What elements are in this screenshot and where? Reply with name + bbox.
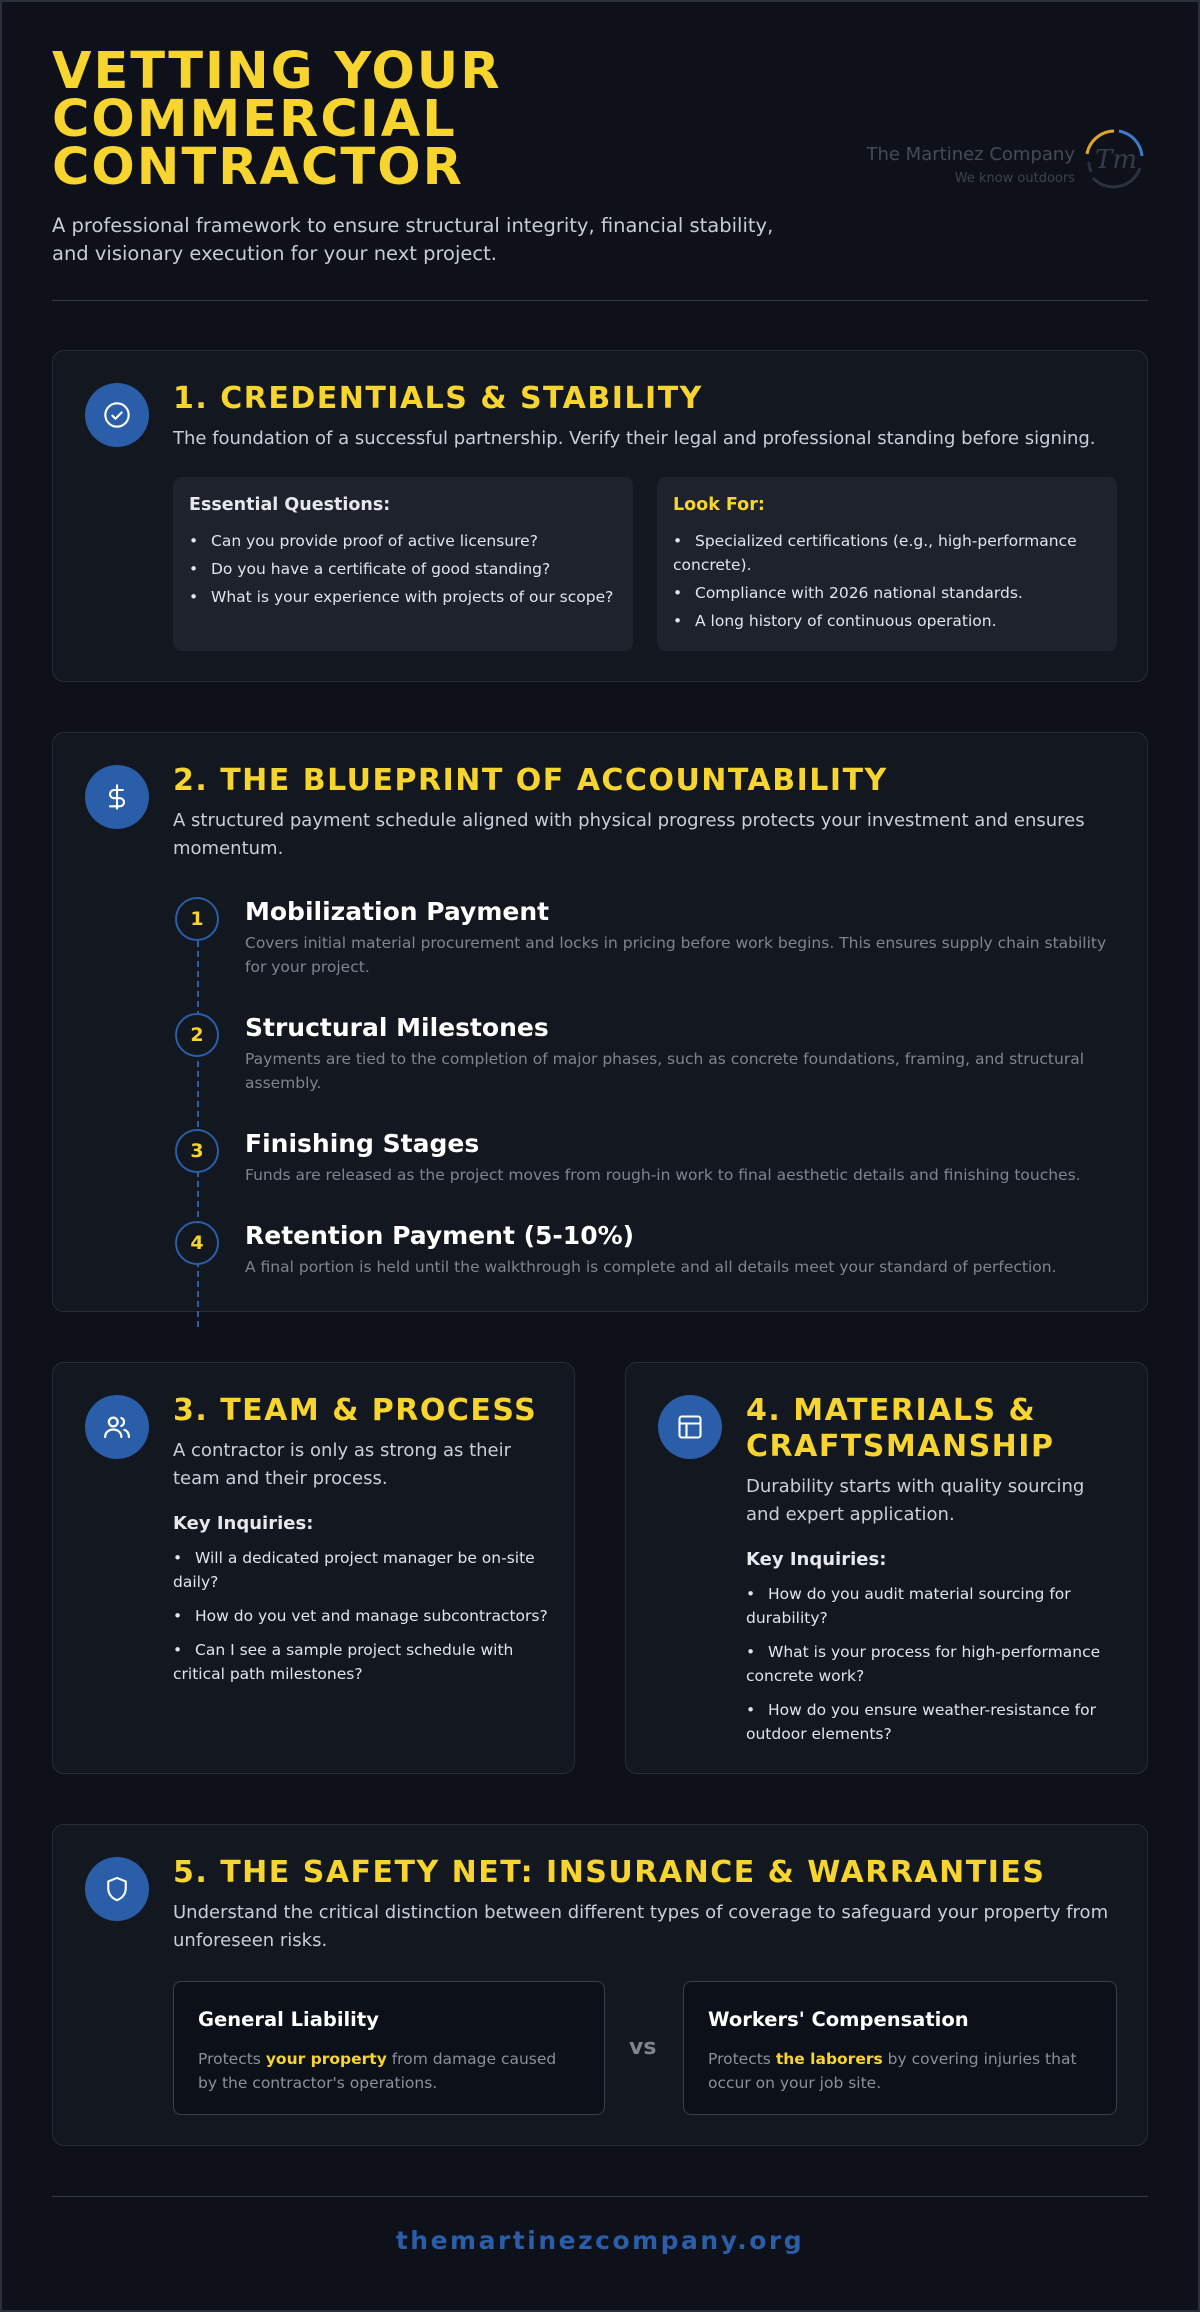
credentials-description: The foundation of a successful partnership. Verify their legal and professional standing before signing. <box>173 428 1096 449</box>
step-title: Finishing Stages <box>245 1129 480 1158</box>
blueprint-description: A structured payment schedule aligned with physical progress protects your investment and ensures momentum. <box>173 810 1085 859</box>
team-inquiries-list <box>173 1546 548 1686</box>
look-for-item: • Compliance with 2026 national standards. <box>673 581 1101 605</box>
inquiry-item: • How do you vet and manage subcontractors? <box>173 1604 548 1628</box>
step-title: Structural Milestones <box>245 1013 549 1042</box>
inquiry-item: • Can I see a sample project schedule with critical path milestones? <box>173 1638 548 1686</box>
footer-divider <box>52 2196 1148 2197</box>
users-icon <box>85 1395 149 1459</box>
footer-url[interactable]: themartinezcompany.org <box>395 2226 805 2255</box>
materials-inquiries-list <box>746 1582 1121 1746</box>
blueprint-card <box>52 732 1148 1312</box>
look-for-list <box>673 529 1101 633</box>
inquiry-item: • What is your process for high-performance concrete work? <box>746 1640 1121 1688</box>
credentials-title: 1. CREDENTIALS & STABILITY <box>173 381 703 416</box>
workers-comp-title: Workers' Compensation <box>708 2008 969 2031</box>
team-title: 3. TEAM & PROCESS <box>173 1393 538 1428</box>
step-description: Funds are released as the project moves from rough-in work to final aesthetic details and finishing touches. <box>245 1166 1081 1184</box>
team-inquiries <box>173 1513 548 1696</box>
layout-icon <box>658 1395 722 1459</box>
page-title: VETTING YOUR COMMERCIAL CONTRACTOR <box>52 42 502 197</box>
team-inquiries-title: Key Inquiries: <box>173 1513 314 1534</box>
step-description: Payments are tied to the completion of major phases, such as concrete foundations, framing, and structural assembly. <box>245 1050 1085 1092</box>
look-for-item: • Specialized certifications (e.g., high-performance concrete). <box>673 529 1101 577</box>
general-liability-text: Protects your property from damage caused by the contractor's operations. <box>198 2050 557 2092</box>
step-number: 2 <box>175 1013 219 1057</box>
workers-comp-box <box>683 1981 1117 2115</box>
team-description: A contractor is only as strong as their team and their process. <box>173 1440 512 1489</box>
materials-inquiries-title: Key Inquiries: <box>746 1549 887 1570</box>
look-for-title: Look For: <box>673 495 765 515</box>
logo-monogram-icon <box>1083 128 1145 190</box>
step-number: 4 <box>175 1221 219 1265</box>
step-description: Covers initial material procurement and locks in pricing before work begins. This ensures supply chain stability for your project. <box>245 934 1107 976</box>
company-logo <box>860 128 1145 198</box>
blueprint-title: 2. THE BLUEPRINT OF ACCOUNTABILITY <box>173 763 888 798</box>
essential-questions-title: Essential Questions: <box>189 495 391 515</box>
look-for-item: • A long history of continuous operation. <box>673 609 1101 633</box>
logo-monogram-text: Tm <box>1095 145 1137 175</box>
check-circle-icon <box>85 383 149 447</box>
question-item: • Can you provide proof of active licensure? <box>189 529 617 553</box>
step-number: 3 <box>175 1129 219 1173</box>
question-item: • What is your experience with projects of our scope? <box>189 585 617 609</box>
general-liability-title: General Liability <box>198 2008 379 2031</box>
vs-label: vs <box>629 2035 657 2060</box>
dollar-icon <box>85 765 149 829</box>
step-number: 1 <box>175 897 219 941</box>
inquiry-item: • How do you ensure weather-resistance for outdoor elements? <box>746 1698 1121 1746</box>
inquiry-item: • Will a dedicated project manager be on-site daily? <box>173 1546 548 1594</box>
materials-card <box>625 1362 1148 1774</box>
safety-card <box>52 1824 1148 2146</box>
look-for-box <box>657 477 1117 651</box>
logo-tagline: We know outdoors <box>954 171 1075 186</box>
materials-description: Durability starts with quality sourcing and expert application. <box>746 1476 1085 1525</box>
question-item: • Do you have a certificate of good standing? <box>189 557 617 581</box>
general-liability-box <box>173 1981 605 2115</box>
essential-questions-box <box>173 477 633 651</box>
materials-inquiries <box>746 1549 1121 1756</box>
header-divider <box>52 300 1148 301</box>
team-card <box>52 1362 575 1774</box>
page-subtitle: A professional framework to ensure structural integrity, financial stability, and visionary execution for your next project. <box>52 214 774 265</box>
step-title: Retention Payment (5-10%) <box>245 1221 635 1250</box>
materials-title: 4. MATERIALS & CRAFTSMANSHIP <box>746 1393 1055 1464</box>
shield-icon <box>85 1857 149 1921</box>
logo-name: The Martinez Company <box>866 144 1075 165</box>
workers-comp-text: Protects the laborers by covering injuries that occur on your job site. <box>708 2050 1077 2092</box>
safety-description: Understand the critical distinction between different types of coverage to safeguard your property from unforeseen risks. <box>173 1902 1109 1951</box>
highlight-text: your property <box>265 2050 387 2068</box>
highlight-text: the laborers <box>775 2050 883 2068</box>
safety-title: 5. THE SAFETY NET: INSURANCE & WARRANTIES <box>173 1855 1046 1890</box>
credentials-card <box>52 350 1148 682</box>
step-description: A final portion is held until the walkthrough is complete and all details meet your standard of perfection. <box>245 1258 1057 1276</box>
step-title: Mobilization Payment <box>245 897 550 926</box>
essential-questions-list <box>189 529 617 609</box>
inquiry-item: • How do you audit material sourcing for durability? <box>746 1582 1121 1630</box>
